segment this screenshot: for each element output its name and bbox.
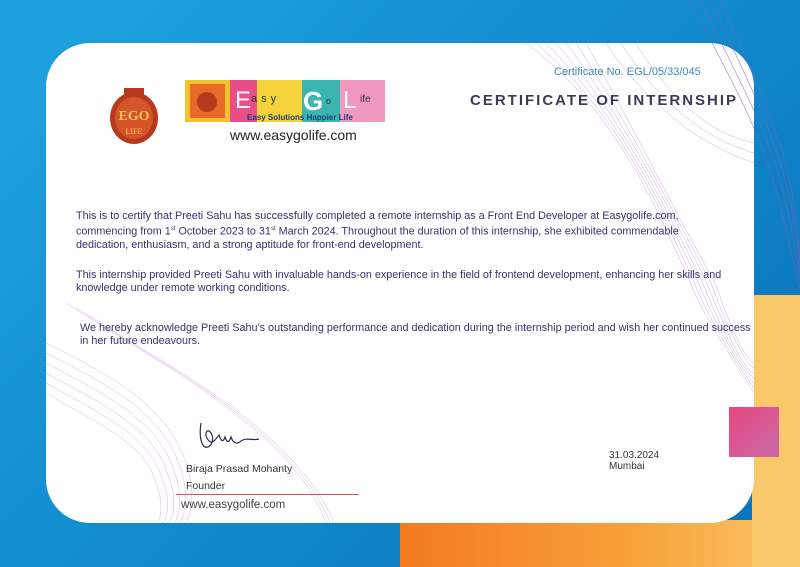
brand-letter-g: G xyxy=(303,86,324,116)
paragraph-1 xyxy=(76,210,756,252)
signatory-role: Founder xyxy=(186,480,226,492)
emblem-text: EGO xyxy=(118,109,150,124)
brand-letter-e: E xyxy=(235,87,252,114)
decorative-pink-square xyxy=(729,407,779,457)
ordinal-suffix-2: st xyxy=(270,226,276,232)
paragraph-1-line-3: dedication, enthusiasm, and a strong aptitude for front-end development. xyxy=(76,238,424,251)
signature-scribble xyxy=(195,415,265,455)
paragraph-1-line-2c: March 2024. Throughout the duration of this internship, she exhibited commendable xyxy=(275,225,679,238)
ordinal-suffix-1: st xyxy=(170,226,176,232)
brand-letters-asy: asy xyxy=(251,93,281,105)
brand-letters-ife: ife xyxy=(360,94,371,105)
brand-letter-o: o xyxy=(326,96,332,106)
emblem-subtext: LIFE xyxy=(125,127,143,136)
paragraph-2: This internship provided Preeti Sahu with invaluable hands-on experience in the field of frontend development, enhancing her skills and knowledge under remote working conditions. xyxy=(76,269,722,294)
certificate-number: Certificate No. EGL/05/33/045 xyxy=(554,66,701,78)
brand-tagline: Easy Solutions Happier Life xyxy=(247,113,353,122)
issue-place: Mumbai xyxy=(609,461,645,472)
brand-letter-l: L xyxy=(343,87,357,114)
logo-website: www.easygolife.com xyxy=(230,127,357,143)
paragraph-1-line-1: This is to certify that Preeti Sahu has successfully completed a remote internship as a Front End Developer at Easygolife.com, xyxy=(76,210,679,222)
ego-emblem-logo xyxy=(104,82,164,146)
paragraph-1-line-2b: October 2023 to 31 xyxy=(175,225,271,238)
signatory-name: Biraja Prasad Mohanty xyxy=(186,463,293,475)
paragraph-1-line-2a: commencing from 1 xyxy=(76,225,171,238)
signature-divider xyxy=(176,494,359,495)
certificate-title: CERTIFICATE OF INTERNSHIP xyxy=(470,92,739,109)
easygolife-banner-logo xyxy=(185,80,403,126)
issue-date: 31.03.2024 xyxy=(609,450,660,461)
footer-website: www.easygolife.com xyxy=(181,499,286,511)
paragraph-3: We hereby acknowledge Preeti Sahu’s outstanding performance and dedication during the internship period and wish her continued success in her future endeavours. xyxy=(80,322,751,347)
